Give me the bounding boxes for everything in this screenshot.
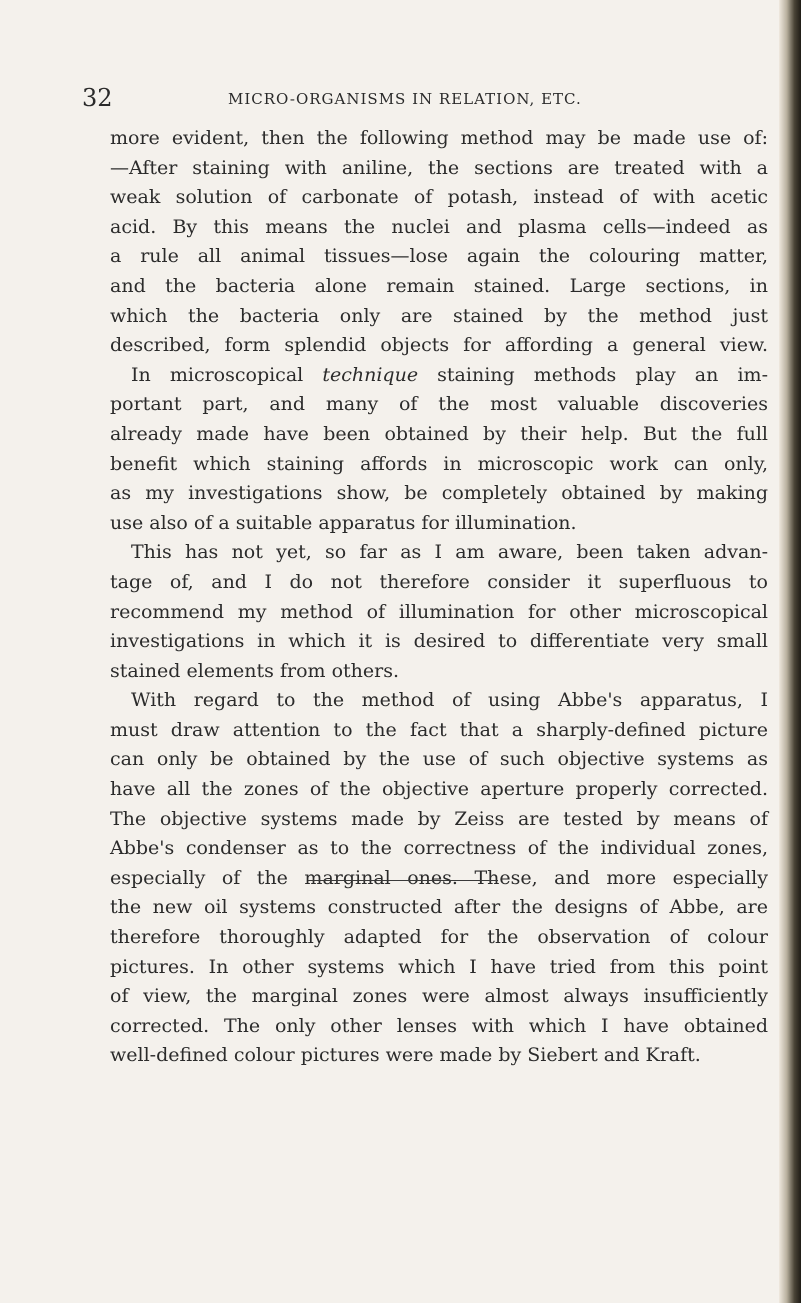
text-line: tage of, and I do not therefore consider it superfluous to	[110, 570, 768, 593]
section-divider-rule	[308, 880, 498, 881]
text-run: In microscopical	[131, 363, 323, 386]
text-line: must draw attention to the fact that a sharply-defined picture	[110, 718, 768, 741]
book-spine-shadow	[779, 0, 801, 1303]
text-line: of view, the marginal zones were almost always insufficiently	[110, 985, 768, 1008]
text-line: With regard to the method of using Abbe's apparatus, I	[131, 689, 768, 712]
text-line: portant part, and many of the most valuable discoveries	[110, 393, 768, 416]
text-line: investigations in which it is desired to differentiate very small	[110, 630, 768, 653]
text-line: a rule all animal tissues—lose again the colouring matter,	[110, 245, 768, 268]
text-line: pictures. In other systems which I have tried from this point	[110, 955, 768, 978]
text-line: Abbe's condenser as to the correctness of the individual zones,	[110, 837, 768, 860]
running-head: MICRO-ORGANISMS IN RELATION, ETC.	[228, 90, 582, 108]
text-line: more evident, then the following method may be made use of:	[110, 127, 768, 149]
text-line: well-defined colour pictures were made by Siebert and Kraft.	[110, 1044, 701, 1067]
text-line: —After staining with aniline, the sections are treated with a	[110, 156, 768, 179]
text-line: stained elements from others.	[110, 659, 399, 682]
text-line: therefore thoroughly adapted for the observation of colour	[110, 926, 768, 949]
text-line: described, form splendid objects for affording a general view.	[110, 334, 768, 357]
text-line: benefit which staining affords in microscopic work can only,	[110, 452, 768, 475]
text-line: and the bacteria alone remain stained. Large sections, in	[110, 274, 768, 297]
text-line	[110, 361, 768, 391]
italic-term: technique	[322, 363, 419, 386]
text-run: staining methods play an im-	[418, 363, 768, 386]
text-line: recommend my method of illumination for other microscopical	[110, 600, 768, 623]
text-line: the new oil systems constructed after the designs of Abbe, are	[110, 896, 768, 919]
text-line: This has not yet, so far as I am aware, been taken advan-	[131, 541, 768, 564]
text-line: already made have been obtained by their help. But the full	[110, 422, 768, 445]
text-line: can only be obtained by the use of such objective systems as	[110, 748, 768, 771]
text-line: use also of a suitable apparatus for illumination.	[110, 511, 577, 534]
text-line: have all the zones of the objective aperture properly corrected.	[110, 778, 768, 801]
text-line: especially of the marginal ones. These, and more especially	[110, 866, 768, 889]
text-line: acid. By this means the nuclei and plasma cells—indeed as	[110, 215, 768, 238]
text-line: which the bacteria only are stained by the method just	[110, 304, 768, 327]
text-line: corrected. The only other lenses with which I have obtained	[110, 1014, 768, 1037]
body-text	[110, 124, 768, 1071]
text-line: as my investigations show, be completely obtained by making	[110, 482, 768, 505]
page-number: 32	[82, 84, 113, 112]
text-line: The objective systems made by Zeiss are tested by means of	[110, 807, 768, 830]
text-line: weak solution of carbonate of potash, instead of with acetic	[110, 186, 768, 209]
